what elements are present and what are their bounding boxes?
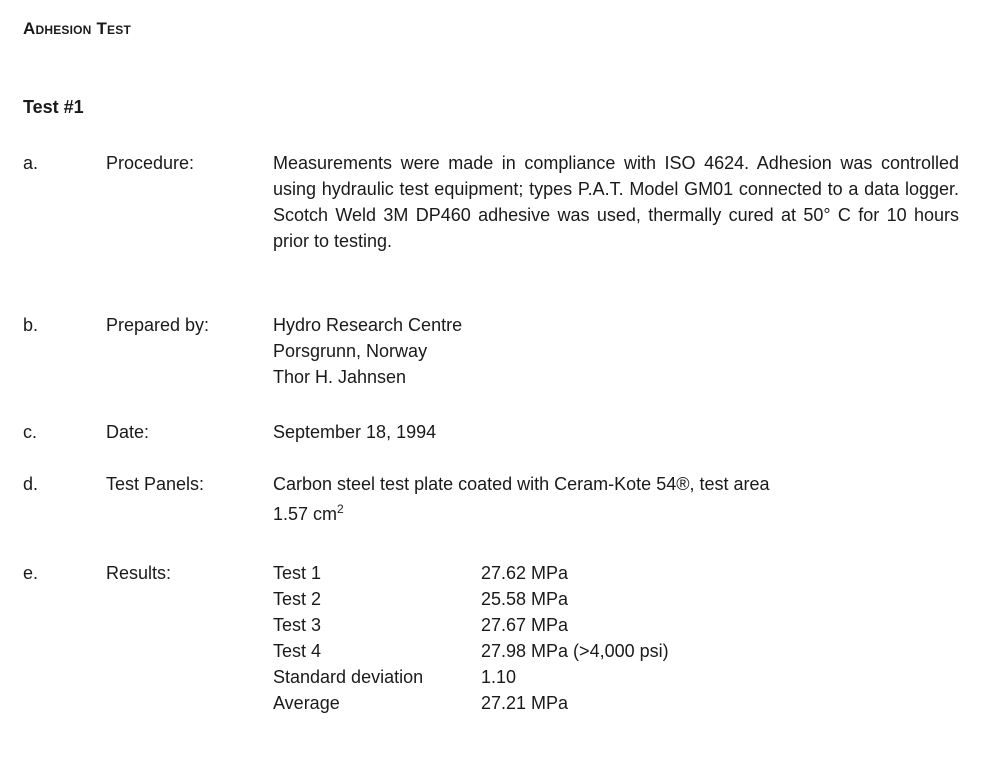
section-letter: e. [23, 563, 39, 583]
section-label: Procedure: [106, 153, 195, 173]
test-heading: Test #1 [23, 97, 84, 117]
section-label: Test Panels: [106, 474, 205, 494]
prepared-by-lines [273, 312, 462, 390]
result-value: 25.58 MPa [481, 589, 569, 609]
location: Porsgrunn, Norway [273, 341, 428, 361]
result-value: 27.67 MPa [481, 615, 569, 635]
section-label: Prepared by: [106, 315, 210, 335]
result-value: 1.10 [481, 667, 517, 687]
test-panels-text [273, 471, 770, 527]
section-letter: c. [23, 422, 38, 442]
document-title: Adhesion Test [23, 19, 131, 38]
table-row [273, 690, 669, 716]
test-panels-description: Carbon steel test plate coated with Ceram-Kote 54®, test area [273, 474, 770, 494]
author-name: Thor H. Jahnsen [273, 367, 407, 387]
table-row [273, 560, 669, 586]
table-row [273, 638, 669, 664]
results-table [273, 560, 669, 716]
procedure-text: Measurements were made in compliance with ISO 4624. Adhesion was controlled using hydraulic test equipment; types P.A.T. Model GM01 connected to a data logger. Scotch Weld 3M DP460 adhesive was used, thermally cured at 50° C for 10 hours prior to testing. [273, 153, 959, 251]
results-table-wrap [273, 560, 669, 716]
section-label: Date: [106, 422, 150, 442]
result-name: Test 4 [273, 641, 322, 661]
result-name: Standard deviation [273, 667, 424, 687]
result-name: Test 1 [273, 563, 322, 583]
table-row [273, 612, 669, 638]
test-area [273, 501, 770, 527]
section-label: Results: [106, 563, 172, 583]
table-row [273, 586, 669, 612]
result-name: Average [273, 693, 340, 713]
test-area-exponent: 2 [337, 502, 344, 516]
table-row [273, 664, 669, 690]
test-area-value: 1.57 cm [273, 504, 338, 524]
result-value: 27.98 MPa (>4,000 psi) [481, 641, 669, 661]
organization-name: Hydro Research Centre [273, 315, 463, 335]
section-letter: d. [23, 474, 39, 494]
section-letter: a. [23, 153, 39, 173]
date-value: September 18, 1994 [273, 422, 437, 442]
result-name: Test 2 [273, 589, 322, 609]
result-value: 27.62 MPa [481, 563, 569, 583]
section-letter: b. [23, 315, 39, 335]
result-name: Test 3 [273, 615, 322, 635]
result-value: 27.21 MPa [481, 693, 569, 713]
